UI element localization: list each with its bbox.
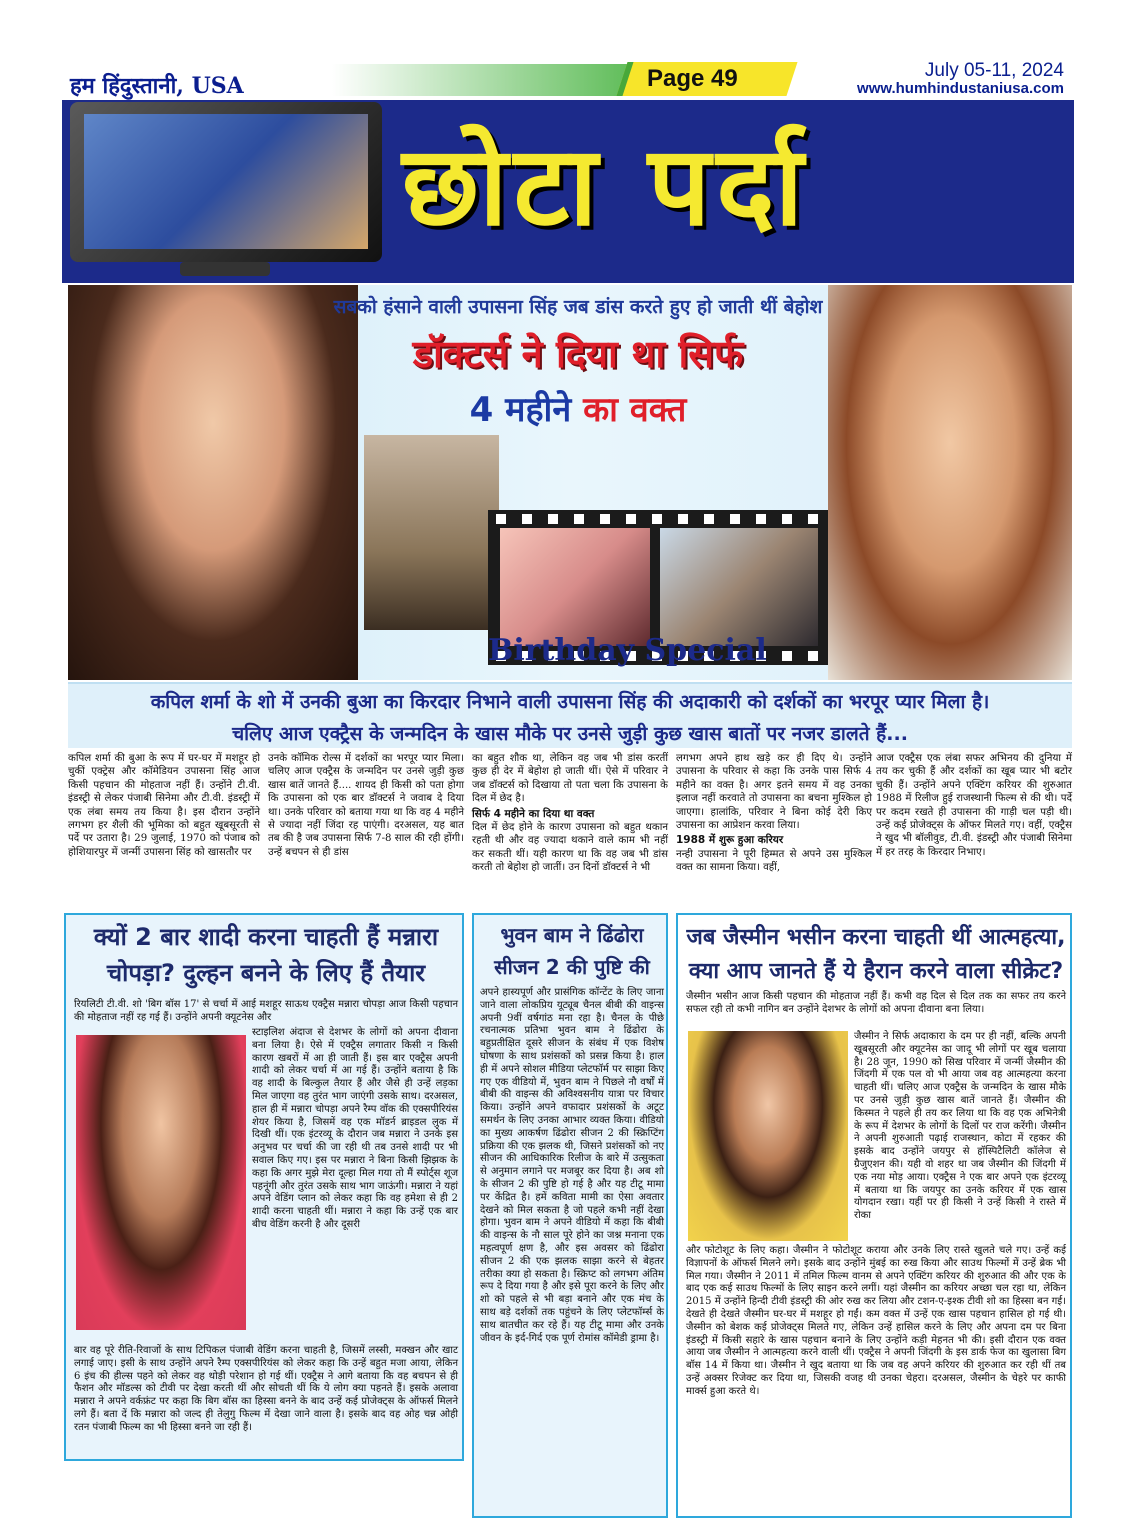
story-mannara-bottom: बार वह पूरे रीति-रिवाजों के साथ टिपिकल पंजाबी वेडिंग करना चाहती है, जिसमें लस्सी, मक्खन और खाट लगाई जाए। इसी के साथ उन्होंने अपने रैम्प एक्सपीरियंस को लेकर कहा कि उन्हें बहुत मजा आया, लेकिन 6 इंच की हील्स पहने को लेकर वह थोड़ी परेशान हो गई थीं। एक्ट्रैस ने आगे बताया कि वह बचपन से ही फैशन और मॉडल्स को टीवी पर देखा करती थीं और सोचती थीं कि ये लोग क्या पहनते हैं। इसके अलावा मन्नारा ने अपने वर्कफ्रंट पर कहा कि बिग बॉस का हिस्सा बनने के बाद उन्हें कई प्रोजेक्ट्स के ऑफर्स मिलने लगे हैं। बता दें कि मन्नारा को जल्द ही तेलुगु फिल्म में देखा जाने वाला है। इसके बाद वह ओह चन्न ओही रतन पंजाबी फिल्म का भी हिस्सा बनने जा रही हैं। [74,1345,458,1433]
column-4-subhead: 1988 में शुरू हुआ करियर [676,834,784,847]
feature-headline-line2 [348,385,808,431]
section-title: छोटा पर्दा [402,122,810,250]
column-4-text-a: लगभग अपने हाथ खड़े कर ही दिए थे। उन्होंने उपासना के परिवार से कहा कि उनके पास सिर्फ 4 महीने का वक्त है। अगर इतने समय में वह उनका इलाज नहीं करवाते तो उपासना का बचना मुश्किल हो जाएगा। हालांकि, परिवार ने बिना कोई देरी किए उपासना का आप्रेशन करवा लिया। [676,753,872,832]
column-3-subhead: सिर्फ 4 महीने का दिया था वक्त [472,807,595,820]
article-column-2: उनके कॉमिक रोल्स में दर्शकों का भरपूर प्यार मिला। चलिए आज एक्ट्रैस के जन्मदिन पर उनसे जुड़ी कुछ खास बातें जानते हैं.... शायद ही किसी को पता होगा कि उपासना को एक बार डॉक्टर्स ने जवाब दे दिया था। उनके परिवार को बताया गया था कि वह 4 महीने से ज्यादा नहीं जिंदा रह पाएंगी। दरअसल, यह बात तब की है जब उपासना सिर्फ 7-8 साल की रही होंगी। उन्हें बचपन से ही डांस [268,753,464,858]
feature-teaser [68,682,1072,748]
newspaper-brand: हम हिंदुस्तानी, USA [70,73,244,99]
story-jasmin-intro: जैस्मीन भसीन आज किसी पहचान की मोहताज नहीं हैं। कभी वह दिल से दिल तक का सफर तय करने सफल रही तो कभी नागिन बन उन्होंने देशभर के लोगों को अपना दीवाना बना लिया। [686,991,1066,1015]
story-mannara-title: क्यों 2 बार शादी करना चाहती हैं मन्नारा चोपड़ा? दुल्हन बनने के लिए हैं तैयार [93,923,439,987]
column-4-text-b: नन्ही उपासना ने पूरी हिम्मत से अपने उस मुश्किल वक्त का सामना किया। वहीं, [676,848,872,874]
teaser-line-2: चलिए आज एक्ट्रैस के जन्मदिन के खास मौके पर उनसे जुड़ी कुछ खास बातों पर नजर डालते हैं... [232,723,908,745]
column-3-text-b: दिल में छेद होने के कारण उपासना को बहुत थकान रहती थी और वह ज्यादा थकाने वाले काम भी नहीं कर सकती थीं। यही कारण था कि वह जब भी डांस करती तो बेहोश हो जातीं। उन दिनों डॉक्टर्स ने भी [472,822,668,874]
article-column-4 [676,752,872,875]
birthday-special-tag: Birthday Special [488,633,767,668]
story-jasmin [676,913,1072,1518]
jasmin-photo [688,1031,848,1241]
tv-illustration [70,102,395,280]
story-mannara-intro: रियलिटी टी.वी. शो 'बिग बॉस 17' से चर्चा में आई मशहूर साऊथ एक्ट्रैस मन्नारा चोपड़ा आज किसी पहचान की मोहताज नहीं रह गई हैं। उन्होंने अपनी क्यूटनेस और [74,999,458,1023]
film-holes-top [488,514,828,524]
page-number: Page 49 [647,65,738,92]
story-bhuvan-body: अपने हास्यपूर्ण और प्रासंगिक कॉन्टेंट के लिए जाना जाने वाला लोकप्रिय यूट्यूब चैनल बीबी की वाइन्स अपनी 9वीं वर्षगांठ मना रहा है। चैनल के पीछे रचनात्मक प्रतिभा भुवन बाम ने ढिंढोरा के बहुप्रतीक्षित दूसरे सीजन के संबंध में एक विशेष घोषणा के साथ प्रशंसकों को प्रसन्न किया है। हाल ही में अपने सोशल मीडिया प्लेटफॉर्म पर साझा किए गए एक वीडियो में, भुवन बाम ने पिछले नौ वर्षों में बीबी की वाइन्स की अविश्वसनीय यात्रा पर विचार किया। उन्होंने अपने वफादार प्रशंसकों के अटूट समर्थन के लिए उनका आभार व्यक्त किया। वीडियो का मुख्य आकर्षण ढिंढोरा सीजन 2 की स्क्रिप्टिंग प्रक्रिया की एक झलक थी, जिसने प्रशंसकों को नए सीजन की आधिकारिक रिलीज के बारे में उत्सुकता से अनुमान लगाने पर मजबूर कर दिया है। अब शो के सीजन 2 की पुष्टि हो गई है और यह टीटू मामा पर केंद्रित है। हमें कविता मामी का ऐसा अवतार देखने को मिल सकता है जो पहले कभी नहीं देखा होगा। भुवन बाम ने अपने वीडियो में कहा कि बीबी की वाइन्स के नौ साल पूरे होने का जश्न मनाना एक महत्वपूर्ण क्षण है, और इस अवसर को ढिंढोरा सीजन 2 की एक झलक साझा करने से बेहतर तरीका क्या हो सकता है। स्क्रिप्ट को लगभग अंतिम रूप दे दिया गया है और इसे पूरा करने के लिए और शो को पहले से भी बड़ा बनाने और एक मंच के साथ बड़े दर्शकों तक पहुंचने के लिए प्लेटफॉर्म्स के साथ बातचीत कर रहे हैं। यह टीटू मामा और उनके जीवन के इर्द-गिर्द एक पूर्ण रोमांस कॉमेडी ड्रामा है। [480,987,664,1344]
feature-kicker: सबको हंसाने वाली उपासना सिंह जब डांस करते हुए हो जाती थीं बेहोश [333,296,823,318]
website-url[interactable]: www.humhindustaniusa.com [857,80,1064,97]
story-mannara-body: स्टाइलिश अंदाज से देशभर के लोगों को अपना दीवाना बना लिया है। ऐसे में एक्ट्रैस लगातार किसी न किसी कारण खबरों में आ ही जाती हैं। इस बार एक्ट्रैस अपनी शादी को लेकर चर्चा में आ गई हैं। उन्होंने बताया है कि वह शादी के बिल्कुल तैयार हैं और जैसे ही उन्हें लड़का मिल जाएगा वह तुरंत भाग जाएंगी उसके साथ। दरअसल, हाल ही में मन्नारा चोपड़ा अपने रैम्प वॉक की एक्सपीरियंस शेयर किया है, जिसमें वह एक मॉडर्न ब्राइडल लुक में दिखी थीं। एक इंटरव्यू के दौरान जब मन्नारा ने उनके इस अनुभव पर चर्चा की जा रही थी तब उनसे शादी पर भी सवाल किए गए। इस पर मन्नारा ने बिना किसी झिझक के कहा कि अगर मुझे मेरा दूल्हा मिल गया तो मैं स्पोर्ट्स शूज पहनूंगी और तुरंत उसके साथ भाग जाऊंगी। मन्नारा ने यहां अपने वेडिंग प्लान को लेकर कहा कि वह हमेशा से ही 2 शादी करना चाहती थीं। मन्नारा ने कहा कि उन्हें एक बार बीच वेडिंग करनी है और दूसरी [252,1027,458,1230]
upasana-photo-left [68,285,358,680]
headline-suffix: का वक्त [583,390,687,430]
story-bhuvan-title: भुवन बाम ने ढिंढोरा सीजन 2 की पुष्टि की [494,923,650,979]
story-jasmin-body: जैस्मीन ने सिर्फ अदाकारा के दम पर ही नहीं, बल्कि अपनी खूबसूरती और क्यूटनेस का जादू भी लोगों पर खूब चलाया है। 28 जून, 1990 को सिख परिवार में जन्मीं जैस्मीन की जिंदगी में एक पल वो भी आया जब वह आत्महत्या करना चाहती थीं। चलिए आज एक्ट्रैस के जन्मदिन के खास मौके पर उनसे जुड़ी कुछ खास बातें जानते हैं। जैस्मीन की किस्मत ने पहले ही तय कर लिया था कि वह एक अभिनेत्री के रूप में देशभर के लोगों के दिलों पर राज करेंगी। जैस्मीन ने अपनी शुरुआती पढ़ाई राजस्थान, कोटा में रहकर की इसके बाद उन्होंने जयपुर से हॉस्पिटैलिटी कॉलेज से ग्रैजुएशन की। यही वो शहर था जब जैस्मीन की जिंदगी में एक नया मोड़ आया। एक्ट्रैस ने एक बार अपने एक इंटरव्यू में बताया था कि जयपुर का उनके करियर में एक खास योगदान रखा। यहीं पर ही किसी ने उन्हें किसी ने रास्ते में रोका [854,1031,1066,1222]
issue-date: July 05-11, 2024 [924,60,1064,81]
mannara-photo [76,1035,246,1330]
story-mannara [64,913,464,1461]
feature-headline-line1: डॉक्टर्स ने दिया था सिर्फ [412,332,744,376]
story-jasmin-title: जब जैस्मीन भसीन करना चाहती थीं आत्महत्या, क्या आप जानते हैं ये हैरान करने वाला सीक्रेट? [686,925,1066,984]
column-3-text-a: का बहुत शौक था, लेकिन वह जब भी डांस करतीं कुछ ही देर में बेहोश हो जाती थीं। ऐसे में परिवार ने जब डॉक्टर्स को दिखाया तो पता चला कि उपासना के दिल में छेद है। [472,753,668,805]
film-frame-1 [500,528,650,646]
section-banner [62,100,1074,283]
story-jasmin-bottom: और फोटोशूट के लिए कहा। जैस्मीन ने फोटोशूट कराया और उनके लिए रास्ते खुलते चले गए। उन्हें कई विज्ञापनों के ऑफर्स मिलने लगे। इसके बाद उन्होंने मुंबई का रुख किया और साउथ फिल्मों में उन्हें ब्रेक भी मिल गया। जैस्मीन ने 2011 में तमिल फिल्म वानम से अपने एक्टिंग करियर की शुरुआत की और एक के बाद एक कई साउथ फिल्मों के लिए साइन करने लगीं। यहां जैस्मीन का करियर अच्छा चल रहा था, लेकिन 2015 में उन्होंने हिन्दी टीवी इंडस्ट्री की ओर रुख कर लिया और टशन-ए-इश्क टीवी शो का हिस्सा बन गई। देखते ही देखते जैस्मीन घर-घर में मशहूर हो गईं। कम वक्त में उन्हें एक खास पहचान हासिल हो गई थी। जैस्मीन को बेशक कई प्रोजेक्ट्स मिलते गए, लेकिन उन्हें हासिल करने के लिए और अपना दम पर बिना इंडस्ट्री में किसी सहारे के खास पहचान बनाने के लिए उन्होंने कड़ी मेहनत भी की। इसी दौरान एक वक्त आया जब जैस्मीन ने आत्महत्या करने वाली थीं। एक्ट्रैस ने अपनी जिंदगी के इस डार्क फेज का खुलासा बिग बॉस 14 में किया था। जैस्मीन ने खुद बताया था कि जब वह अपने करियर की शुरुआत कर रही थीं तब उन्हें अक्सर रिजेक्ट कर दिया था, जिसकी वजह थी उनका चेहरा। दरअसल, जैस्मीन के चेहरे पर काफी मार्क्स हुआ करते थे। [686,1245,1066,1397]
film-frame-2 [660,528,818,646]
article-column-1: कपिल शर्मा की बुआ के रूप में घर-घर में मशहूर हो चुकीं एक्ट्रेस और कॉमेडियन उपासना सिंह आज किसी पहचान की मोहताज नहीं हैं। उन्होंने टी.वी. इंडस्ट्री से लेकर पंजाबी सिनेमा और टी.वी. इंडस्ट्री में एक लंबा समय तय किया है। इस दौरान उन्होंने लगभग हर शैली की भूमिका को बहुत खूबसूरती से पर्दे पर उतारा है। 29 जुलाई, 1970 को पंजाब को होशियारपुर में जन्मीं उपासना सिंह को खासतौर पर [68,753,260,858]
tv-stand [180,262,270,276]
couple-photo [364,435,499,630]
story-bhuvan [472,913,668,1518]
headline-duration: 4 महीने [469,390,572,430]
upasana-photo-right [828,285,1072,680]
article-column-3 [472,752,668,875]
teaser-line-1: कपिल शर्मा के शो में उनकी बुआ का किरदार निभाने वाली उपासना सिंह की अदाकारी को दर्शकों का भरपूर प्यार मिला है। [150,691,990,713]
feature-collage [68,285,1072,680]
article-column-5: आज एक्ट्रैस एक लंबा सफर अभिनय की दुनिया में तय कर चुकी हैं और दर्शकों का खूब प्यार भी बटोर चुकी हैं। उन्होंने अपने एक्टिंग करियर की शुरुआत 1988 में रिलीज हुई राजस्थानी फिल्म से की थी। पर्दे पर कदम रखते ही उपासना की गाड़ी चल पड़ी थी। उन्हें कई प्रोजेक्ट्स के ऑफर मिलते गए। वहीं, एक्ट्रैस ने खुद भी बॉलीवुड, टी.वी. इंडस्ट्री और पंजाबी सिनेमा में हर तरह के किरदार निभाए। [876,753,1072,858]
masthead [62,62,1074,98]
tv-screen-image [84,114,368,249]
